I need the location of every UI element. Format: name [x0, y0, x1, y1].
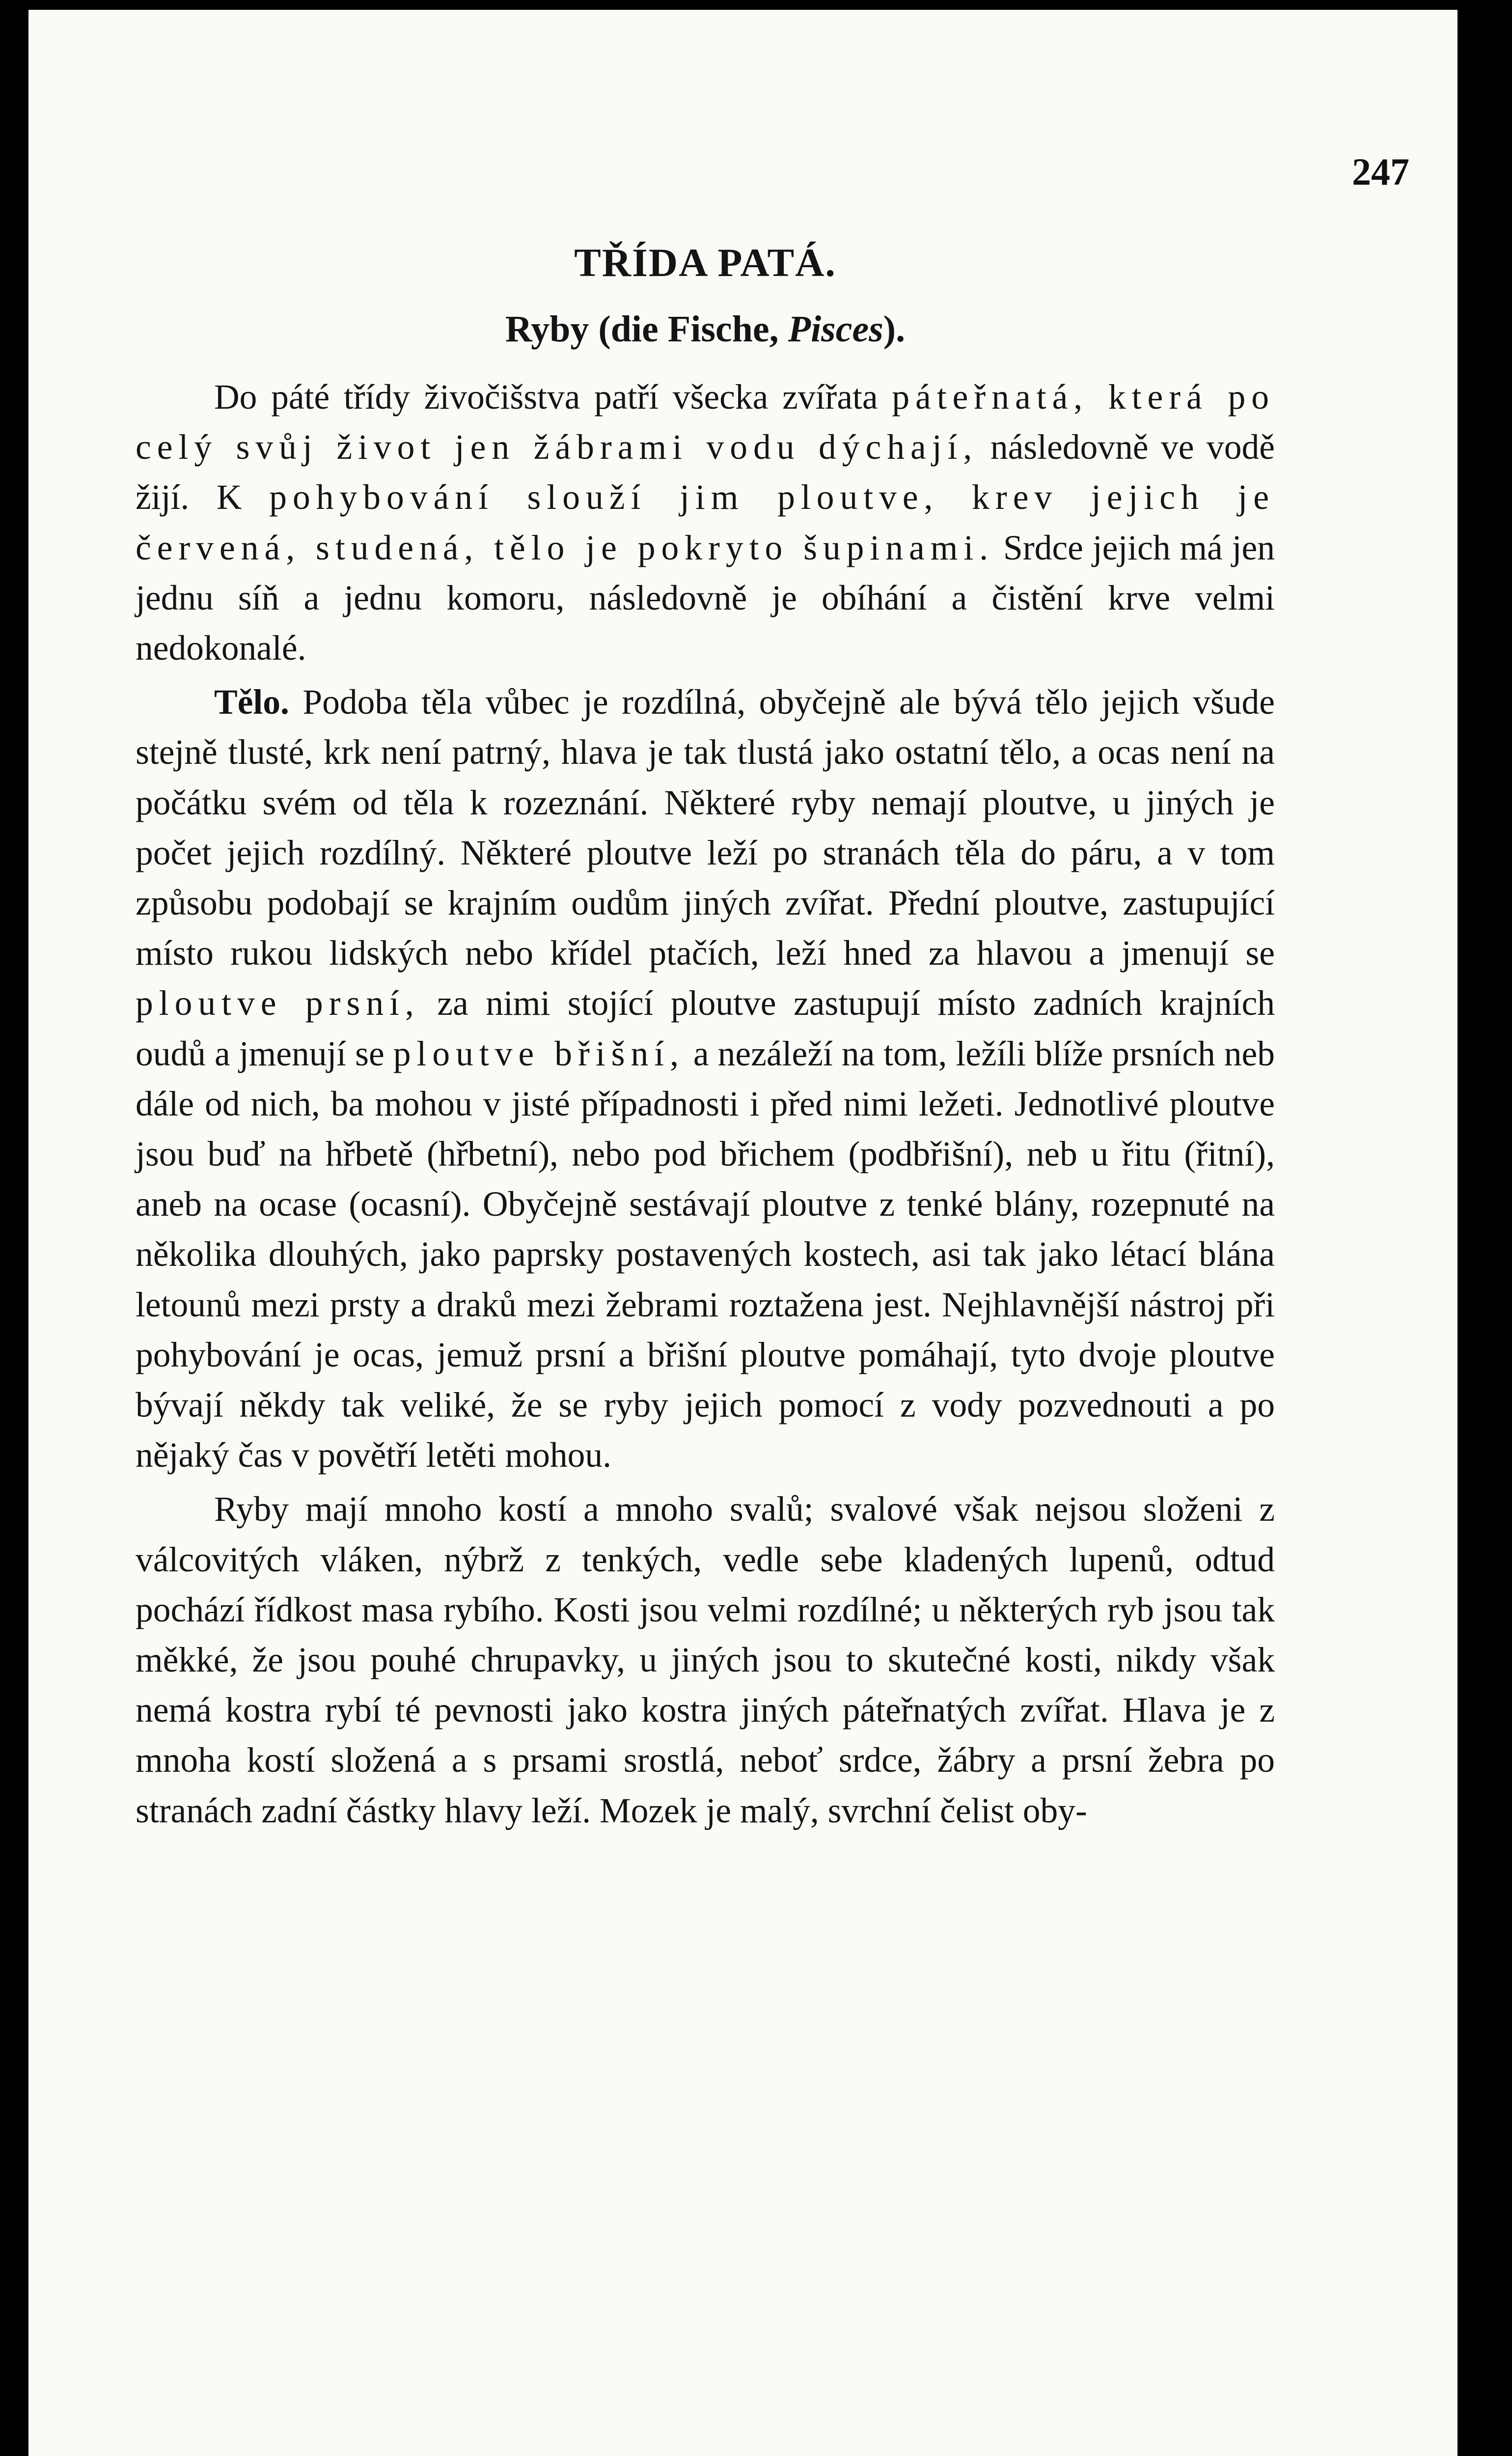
paragraph-intro-spaced-2: pohybování slouží jim ploutve, krev jejich je červená, studená, tělo je pokryto šupinami. [136, 478, 1275, 567]
paragraph-body-lead: Tělo. [214, 683, 289, 722]
paragraph-body-spaced-2: ploutve břišní, [393, 1034, 685, 1073]
section-subtitle [136, 304, 1275, 355]
chapter-title: TŘÍDA PATÁ. [574, 240, 836, 285]
book-page [28, 10, 1457, 2456]
paragraph-skeleton [136, 1484, 1275, 1836]
page-number: 247 [1352, 150, 1409, 193]
paragraph-body-text-3: a nezáleží na tom, ležíli blíže prsních neb dále od nich, ba mohou v jisté případnosti i před nimi ležeti. Jednotlivé ploutve jsou buď na hřbetě (hřbetní), nebo pod břichem (podbřišní), neb u řitu (řitní), aneb na ocase (ocasní). Obyčejně sestávají ploutve z tenké blány, rozepnuté na několika dlouhých, jako paprsky postavených kostech, asi tak jako létací blána letounů mezi prsty a draků mezi žebrami roztažena jest. Nejhlavnější nástroj při pohybování je ocas, jemuž prsní a břišní ploutve pomáhají, tyto dvoje ploutve bývají někdy tak veliké, že se ryby jejich pomocí z vody pozvednouti a po nějaký čas v povětří letěti mohou. [136, 1034, 1275, 1475]
subtitle-close: ). [883, 308, 906, 350]
paragraph-intro-spaced-1: páteřnatá, která po celý svůj život jen žábrami vodu dýchají, [136, 378, 1275, 467]
subtitle-german: (die Fische, [598, 308, 779, 350]
paragraph-intro [136, 372, 1275, 673]
paragraph-body [136, 677, 1275, 1480]
subtitle-latin: Pisces [788, 308, 883, 350]
subtitle-czech: Ryby [505, 308, 589, 350]
paragraph-body-text-1: Podoba těla vůbec je rozdílná, obyčejně ale bývá tělo jejich všude stejně tlusté, krk není patrný, hlava je tak tlustá jako ostatní tělo, a ocas není na počátku svém od těla k rozeznání. Některé ryby nemají ploutve, u jiných je počet jejich rozdílný. Některé ploutve leží po stranách těla do páru, a v tom způsobu podobají se krajním oudům jiných zvířat. Přední ploutve, zastupující místo rukou lidských nebo křídel ptačích, leží hned za hlavou a jmenují se [136, 683, 1275, 973]
paragraph-intro-text-2: následovně ve vodě žijí. K [136, 428, 1275, 517]
paragraph-body-text-2: za nimi stojící ploutve zastupují místo zadních krajních oudů a jmenují se [136, 984, 1275, 1073]
paragraph-skeleton-text-1: Ryby mají mnoho kostí a mnoho svalů; svalové však nejsou složeni z válcovitých vláken, nýbrž z tenkých, vedle sebe kladených lupenů, odtud pochází řídkost masa rybího. Kosti jsou velmi rozdílné; u některých ryb jsou tak měkké, že jsou pouhé chrupavky, u jiných jsou to skutečné kosti, nikdy však nemá kostra rybí té pevnosti jako kostra jiných páteřnatých zvířat. Hlava je z mnoha kostí složená a s prsami srostlá, neboť srdce, žábry a prsní žebra po stranách zadní částky hlavy leží. Mozek je malý, svrchní čelist oby- [136, 1490, 1275, 1830]
paragraph-body-spaced-1: ploutve prsní, [136, 984, 420, 1023]
paragraph-intro-text-3: Srdce jejich má jen jednu síň a jednu komoru, následovně je obíhání a čistění krve velmi nedokonalé. [136, 528, 1275, 668]
text-column [136, 236, 1275, 1836]
paragraph-intro-text-1: Do páté třídy živočišstva patří všecka zvířata [214, 378, 892, 417]
